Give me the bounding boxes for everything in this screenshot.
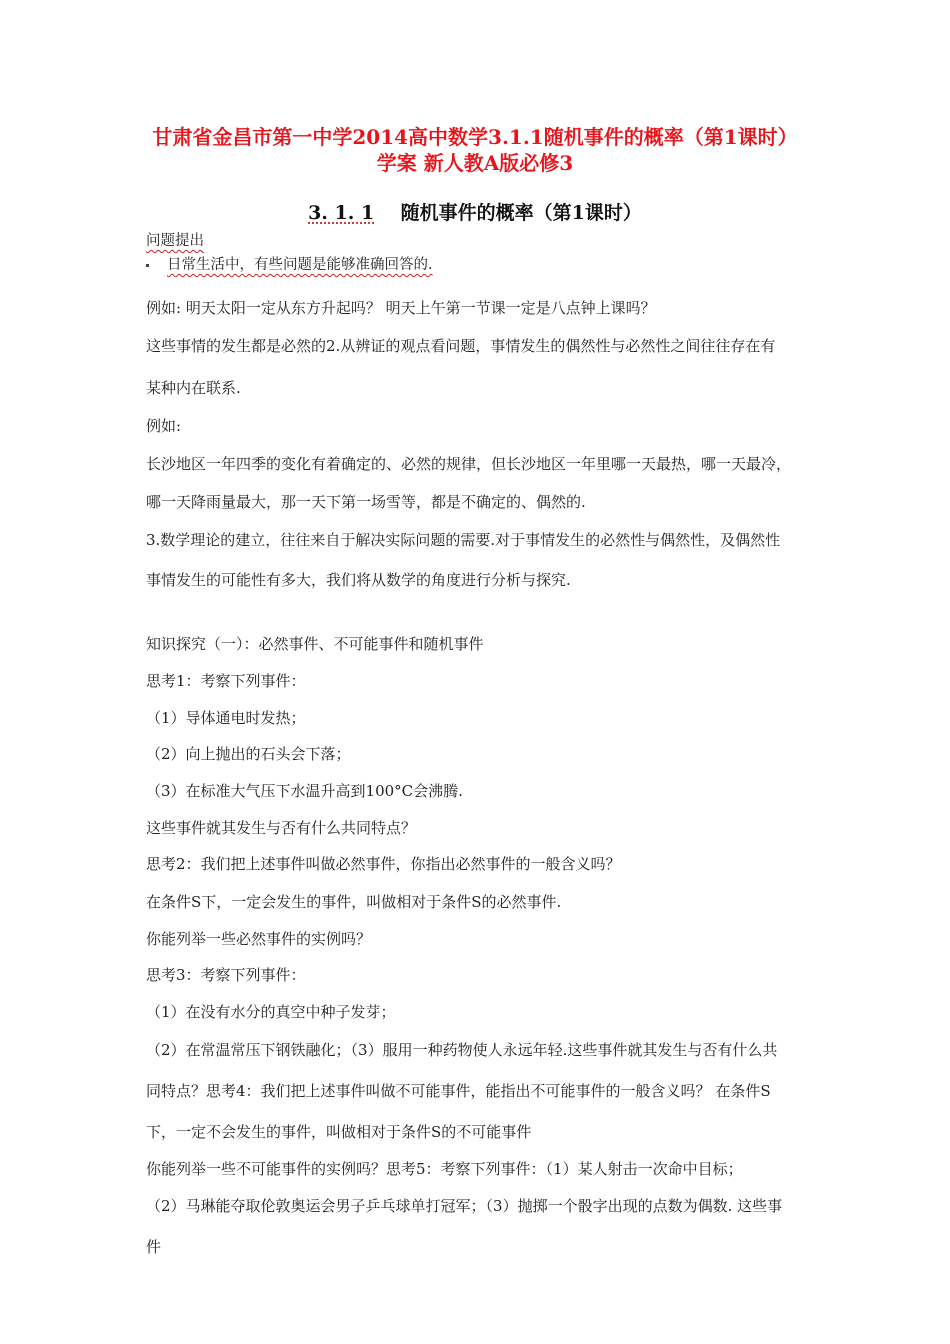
paragraph-line: 事情发生的可能性有多大，我们将从数学的角度进行分析与探究. [146, 571, 571, 589]
document-title-line-1: 甘肃省金昌市第一中学2014高中数学3.1.1随机事件的概率（第1课时） [152, 125, 798, 149]
paragraph-line: 例如: [146, 417, 182, 435]
paragraph-line: （3）在标准大气压下水温升高到100°C会沸腾. [146, 782, 463, 800]
paragraph-line: 思考1：考察下列事件： [146, 672, 306, 690]
paragraph-line: 下，一定不会发生的事件，叫做相对于条件S的不可能事件 [146, 1123, 532, 1141]
lesson-title: 随机事件的概率（第1课时） [400, 202, 642, 224]
paragraph-line: 思考3：考察下列事件： [146, 966, 306, 984]
intro-line [146, 254, 433, 276]
paragraph-line: 哪一天降雨量最大，那一天下第一场雪等，都是不确定的、偶然的. [146, 493, 586, 511]
paragraph-line: 3.数学理论的建立，往往来自于解决实际问题的需要.对于事情发生的必然性与偶然性，及偶然性 [146, 531, 781, 549]
paragraph-line: 这些事情的发生都是必然的2.从辨证的观点看问题，事情发生的偶然性与必然性之间往往存在有 [146, 337, 776, 355]
paragraph-line: （1）在没有水分的真空中种子发芽； [146, 1003, 396, 1021]
paragraph-line: 同特点？思考4：我们把上述事件叫做不可能事件，能指出不可能事件的一般含义吗？ 在条件S [146, 1082, 771, 1100]
paragraph-line: （2）向上抛出的石头会下落； [146, 745, 351, 763]
paragraph-line: 件 [146, 1238, 162, 1256]
document-title-line-2: 学案 新人教A版必修3 [376, 151, 574, 175]
lesson-number: 3. 1. 1 [308, 202, 375, 224]
paragraph-line: （1）导体通电时发热； [146, 709, 306, 727]
lesson-subtitle [0, 198, 950, 225]
bullet-dot [146, 264, 149, 267]
section-heading: 问题提出 [146, 233, 204, 249]
paragraph-line: 思考2：我们把上述事件叫做必然事件，你指出必然事件的一般含义吗？ [146, 855, 621, 873]
paragraph-line: （2）在常温常压下钢铁融化；（3）服用一种药物使人永远年轻.这些事件就其发生与否有什么共 [146, 1041, 778, 1059]
paragraph-line: 你能列举一些不可能事件的实例吗？思考5：考察下列事件：（1）某人射击一次命中目标； [146, 1160, 743, 1178]
paragraph-line: 长沙地区一年四季的变化有着确定的、必然的规律，但长沙地区一年里哪一天最热，哪一天最冷， [146, 455, 792, 473]
paragraph-line: 这些事件就其发生与否有什么共同特点？ [146, 819, 417, 837]
paragraph-line: （2）马琳能夺取伦敦奥运会男子乒乓球单打冠军；（3）抛掷一个骰字出现的点数为偶数. 这些事 [146, 1197, 783, 1215]
paragraph-line: 某种内在联系. [146, 379, 241, 397]
paragraph-line: 例如: 明天太阳一定从东方升起吗？ 明天上午第一节课一定是八点钟上课吗？ [146, 299, 656, 317]
intro-text: 日常生活中，有些问题是能够准确回答的. [167, 257, 433, 273]
paragraph-line: 在条件S下，一定会发生的事件，叫做相对于条件S的必然事件. [146, 893, 562, 911]
section-heading-knowledge: 知识探究（一）：必然事件、不可能事件和随机事件 [146, 635, 484, 653]
paragraph-line: 你能列举一些必然事件的实例吗？ [146, 930, 372, 948]
